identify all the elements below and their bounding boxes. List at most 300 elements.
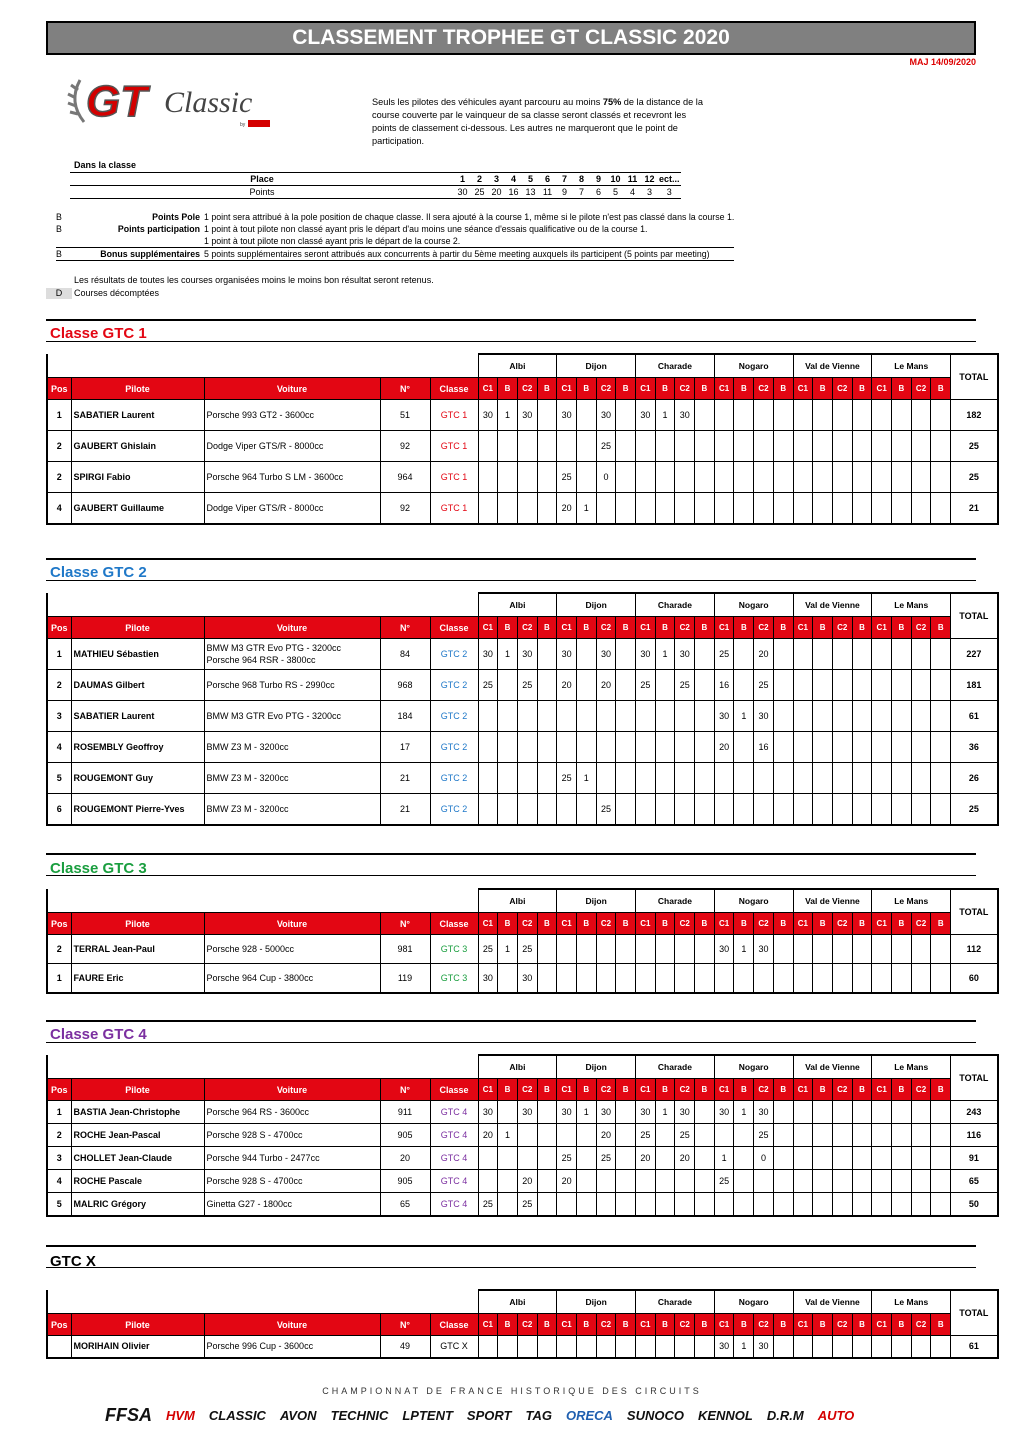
score-cell	[616, 1124, 636, 1147]
score-cell: 30	[596, 639, 616, 670]
section-title: Classe GTC 4	[50, 1026, 147, 1043]
score-cell	[675, 1170, 695, 1193]
score-cell: 30	[478, 400, 498, 431]
rule-label: Points participation	[117, 224, 200, 234]
total-header: TOTAL	[951, 1290, 998, 1336]
table-row	[47, 493, 998, 524]
race-subheader: C2	[596, 1079, 616, 1101]
number-cell: 968	[380, 670, 430, 701]
place-cell: 8	[578, 174, 584, 184]
race-subheader: B	[576, 1314, 596, 1336]
score-cell	[813, 493, 833, 524]
race-subheader: B	[695, 617, 715, 639]
driver-cell: GAUBERT Guillaume	[71, 493, 204, 524]
score-cell	[813, 964, 833, 993]
race-subheader: C2	[517, 913, 537, 935]
score-cell	[734, 639, 754, 670]
score-cell	[517, 701, 537, 732]
page-title: CLASSEMENT TROPHEE GT CLASSIC 2020	[46, 21, 976, 55]
score-cell	[557, 794, 577, 825]
driver-cell: ROCHE Jean-Pascal	[71, 1124, 204, 1147]
table-row	[47, 431, 998, 462]
race-subheader: B	[892, 1079, 912, 1101]
score-cell	[892, 732, 912, 763]
score-cell	[813, 431, 833, 462]
race-subheader: C2	[754, 1314, 774, 1336]
pilote-header: Pilote	[71, 1079, 204, 1101]
score-cell	[636, 1193, 656, 1216]
score-cell	[616, 701, 636, 732]
car-cell	[204, 701, 380, 732]
score-cell	[478, 701, 498, 732]
race-subheader: B	[576, 617, 596, 639]
classe-header: Classe	[430, 617, 478, 639]
points-cell: 30	[457, 187, 468, 197]
class-cell: GTC 1	[430, 400, 478, 431]
class-cell: GTC X	[430, 1336, 478, 1358]
score-cell	[892, 493, 912, 524]
race-subheader: B	[892, 1314, 912, 1336]
score-cell	[813, 732, 833, 763]
score-cell	[773, 935, 793, 964]
score-cell	[852, 493, 872, 524]
intro-text: Seuls les pilotes des véhicules ayant parcouru au moins 75% de la distance de la course couverte par le vainqueur de sa classe seront classés et recevront les points de classement ci-dessous. Les autres ne marqueront que le point de participation.	[372, 97, 703, 146]
score-cell	[596, 732, 616, 763]
total-cell: 60	[951, 964, 998, 993]
classe-header: Classe	[430, 913, 478, 935]
score-cell	[675, 493, 695, 524]
score-cell	[537, 462, 557, 493]
race-subheader: C2	[754, 617, 774, 639]
table-row	[47, 732, 998, 763]
sponsor-logo: TAG	[525, 1407, 552, 1423]
number-cell: 119	[380, 964, 430, 993]
score-cell	[636, 964, 656, 993]
position-cell: 2	[47, 670, 71, 701]
score-cell: 30	[675, 639, 695, 670]
pos-header: Pos	[47, 1314, 71, 1336]
race-subheader: B	[616, 913, 636, 935]
score-cell	[517, 1124, 537, 1147]
rule-text: 1 point sera attribué à la pole position de chaque classe. Il sera ajouté à la course 1, même si le pilote n'est pas classé dans la course 1.	[204, 212, 735, 222]
venue-header: Nogaro	[714, 354, 793, 378]
car-cell	[204, 935, 380, 964]
score-cell	[911, 1124, 931, 1147]
score-cell	[498, 964, 518, 993]
total-header: TOTAL	[951, 354, 998, 400]
score-cell: 25	[754, 670, 774, 701]
class-cell: GTC 4	[430, 1193, 478, 1216]
race-subheader: C1	[636, 617, 656, 639]
score-cell: 1	[655, 400, 675, 431]
score-cell: 20	[675, 1147, 695, 1170]
race-subheader: C1	[714, 1079, 734, 1101]
score-cell	[931, 1124, 951, 1147]
score-cell	[813, 935, 833, 964]
score-cell	[754, 964, 774, 993]
race-subheader: C1	[872, 1314, 892, 1336]
car-name: Ginetta G27 - 1800cc	[206, 1198, 293, 1209]
score-cell	[892, 639, 912, 670]
venue-header: Charade	[636, 889, 715, 913]
score-cell	[675, 431, 695, 462]
race-subheader: B	[576, 913, 596, 935]
race-subheader: B	[537, 913, 557, 935]
score-cell	[911, 431, 931, 462]
score-cell	[655, 462, 675, 493]
points-table-heading: Dans la classe	[74, 160, 137, 170]
total-cell: 21	[951, 493, 998, 524]
car-cell	[204, 964, 380, 993]
score-cell	[498, 1101, 518, 1124]
score-cell	[754, 493, 774, 524]
venue-header: Dijon	[557, 1290, 636, 1314]
score-cell: 25	[478, 670, 498, 701]
total-header: TOTAL	[951, 889, 998, 935]
race-subheader: B	[695, 378, 715, 400]
score-cell	[852, 1193, 872, 1216]
score-cell: 30	[636, 639, 656, 670]
driver-cell: ROSEMBLY Geoffroy	[71, 732, 204, 763]
car-cell	[204, 1170, 380, 1193]
total-cell: 116	[951, 1124, 998, 1147]
score-cell: 25	[675, 1124, 695, 1147]
race-subheader: C2	[832, 1079, 852, 1101]
section-divider	[46, 319, 976, 321]
race-subheader: B	[734, 378, 754, 400]
position-cell: 4	[47, 493, 71, 524]
class-cell: GTC 4	[430, 1170, 478, 1193]
race-subheader: B	[537, 378, 557, 400]
score-cell	[793, 732, 813, 763]
driver-cell: ROUGEMONT Pierre-Yves	[71, 794, 204, 825]
score-cell	[931, 964, 951, 993]
results-table	[46, 592, 999, 826]
score-cell	[478, 1147, 498, 1170]
race-subheader: B	[931, 617, 951, 639]
section-title: Classe GTC 3	[50, 860, 147, 877]
score-cell	[734, 732, 754, 763]
score-cell	[813, 1336, 833, 1358]
race-subheader: C1	[793, 1079, 813, 1101]
score-cell: 30	[754, 701, 774, 732]
score-cell	[793, 964, 813, 993]
rules-block	[56, 211, 734, 261]
total-cell: 50	[951, 1193, 998, 1216]
score-cell	[714, 493, 734, 524]
score-cell	[754, 400, 774, 431]
driver-cell: SABATIER Laurent	[71, 701, 204, 732]
score-cell	[714, 1124, 734, 1147]
race-subheader: C2	[517, 1079, 537, 1101]
score-cell	[576, 794, 596, 825]
race-subheader: B	[813, 378, 833, 400]
race-subheader: C1	[478, 1079, 498, 1101]
venue-header: Albi	[478, 1055, 557, 1079]
score-cell: 25	[596, 1147, 616, 1170]
race-subheader: B	[813, 617, 833, 639]
points-cell: 16	[508, 187, 519, 197]
score-cell	[754, 431, 774, 462]
sponsor-logo: SPORT	[466, 1407, 512, 1423]
race-subheader: B	[498, 378, 518, 400]
score-cell: 30	[517, 639, 537, 670]
score-cell: 25	[636, 670, 656, 701]
score-cell	[655, 1124, 675, 1147]
score-cell	[734, 670, 754, 701]
score-cell	[931, 400, 951, 431]
score-cell: 1	[498, 1124, 518, 1147]
score-cell	[596, 1170, 616, 1193]
score-cell	[576, 701, 596, 732]
score-cell	[832, 763, 852, 794]
score-cell	[793, 1124, 813, 1147]
score-cell	[832, 794, 852, 825]
driver-cell: FAURE Eric	[71, 964, 204, 993]
points-cell: 4	[629, 187, 635, 197]
score-cell	[498, 462, 518, 493]
car-name: Porsche 964 RSR - 3800cc	[206, 655, 316, 665]
venue-header: Le Mans	[872, 1290, 951, 1314]
score-cell	[655, 701, 675, 732]
rule-label	[76, 235, 204, 247]
score-cell	[832, 1124, 852, 1147]
score-cell	[832, 670, 852, 701]
score-cell	[557, 1124, 577, 1147]
score-cell	[773, 1170, 793, 1193]
score-cell	[773, 670, 793, 701]
score-cell	[537, 732, 557, 763]
section-divider	[46, 1020, 976, 1022]
score-cell	[832, 431, 852, 462]
score-cell	[872, 1147, 892, 1170]
sponsor-logo: FFSA	[105, 1404, 152, 1425]
class-cell: GTC 2	[430, 794, 478, 825]
race-subheader: B	[616, 1314, 636, 1336]
score-cell	[773, 1101, 793, 1124]
score-cell	[596, 935, 616, 964]
car-name: BMW Z3 M - 3200cc	[206, 742, 289, 752]
total-cell: 227	[951, 639, 998, 670]
score-cell	[892, 794, 912, 825]
score-cell	[813, 462, 833, 493]
score-cell	[793, 935, 813, 964]
score-cell	[852, 400, 872, 431]
score-cell	[911, 1193, 931, 1216]
venue-header: Dijon	[557, 354, 636, 378]
score-cell	[478, 1170, 498, 1193]
score-cell	[892, 670, 912, 701]
number-cell: 911	[380, 1101, 430, 1124]
car-cell	[204, 1101, 380, 1124]
score-cell: 25	[596, 794, 616, 825]
score-cell	[773, 964, 793, 993]
race-subheader: C2	[832, 1314, 852, 1336]
score-cell	[655, 670, 675, 701]
race-subheader: B	[813, 1079, 833, 1101]
race-subheader: C1	[636, 1314, 656, 1336]
table-row	[47, 1170, 998, 1193]
race-subheader: B	[498, 617, 518, 639]
class-cell: GTC 2	[430, 639, 478, 670]
score-cell	[537, 639, 557, 670]
race-subheader: B	[852, 1314, 872, 1336]
score-cell	[616, 935, 636, 964]
table-row	[47, 794, 998, 825]
sponsor-logo: KENNOL	[697, 1407, 753, 1423]
section-divider	[46, 1267, 976, 1268]
car-cell	[204, 1124, 380, 1147]
class-cell: GTC 2	[430, 701, 478, 732]
points-cell: 25	[474, 187, 485, 197]
venue-header: Charade	[636, 593, 715, 617]
score-cell: 30	[636, 400, 656, 431]
score-cell	[695, 763, 715, 794]
score-cell	[655, 732, 675, 763]
class-cell: GTC 2	[430, 670, 478, 701]
race-subheader: C1	[793, 1314, 813, 1336]
race-subheader: B	[852, 378, 872, 400]
score-cell	[892, 400, 912, 431]
score-cell	[872, 400, 892, 431]
race-subheader: B	[537, 1314, 557, 1336]
results-table	[46, 1054, 999, 1217]
score-cell: 25	[557, 763, 577, 794]
score-cell	[695, 1193, 715, 1216]
number-cell: 92	[380, 493, 430, 524]
car-cell	[204, 639, 380, 670]
score-cell	[832, 493, 852, 524]
score-cell	[675, 732, 695, 763]
gt-classic-logo	[66, 72, 276, 134]
score-cell	[872, 763, 892, 794]
score-cell	[478, 794, 498, 825]
score-cell: 1	[734, 1101, 754, 1124]
score-cell	[931, 732, 951, 763]
score-cell	[852, 1101, 872, 1124]
score-cell: 30	[754, 1336, 774, 1358]
score-cell	[616, 1101, 636, 1124]
car-name: Porsche 964 Cup - 3800cc	[206, 972, 314, 983]
race-subheader: C1	[793, 617, 813, 639]
table-row	[47, 701, 998, 732]
score-cell	[813, 639, 833, 670]
score-cell	[813, 1101, 833, 1124]
race-subheader: B	[931, 1314, 951, 1336]
score-cell	[892, 763, 912, 794]
table-row	[47, 1193, 998, 1216]
score-cell	[537, 794, 557, 825]
score-cell	[911, 763, 931, 794]
score-cell	[872, 964, 892, 993]
score-cell	[852, 935, 872, 964]
race-subheader: C1	[872, 913, 892, 935]
score-cell: 20	[714, 732, 734, 763]
position-cell: 1	[47, 964, 71, 993]
score-cell	[478, 462, 498, 493]
place-cell: 9	[595, 174, 601, 184]
class-cell: GTC 1	[430, 493, 478, 524]
rule-line	[56, 247, 734, 261]
score-cell	[695, 670, 715, 701]
score-cell	[931, 1336, 951, 1358]
score-cell	[911, 1147, 931, 1170]
car-cell	[204, 794, 380, 825]
score-cell	[557, 701, 577, 732]
score-cell: 20	[517, 1170, 537, 1193]
race-subheader: C1	[793, 913, 813, 935]
score-cell	[734, 1147, 754, 1170]
car-name: Porsche 968 Turbo RS - 2990cc	[206, 680, 335, 690]
score-cell: 30	[714, 1336, 734, 1358]
venue-header: Albi	[478, 354, 557, 378]
number-cell: 21	[380, 794, 430, 825]
score-cell	[517, 1147, 537, 1170]
rule-text: 1 point à tout pilote non classé ayant pris le départ d'au moins une séance d'essais qualificative ou de la course 1.	[204, 224, 648, 234]
score-cell	[576, 639, 596, 670]
number-header: N°	[380, 617, 430, 639]
score-cell	[537, 1147, 557, 1170]
venue-header: Nogaro	[714, 889, 793, 913]
score-cell	[517, 794, 537, 825]
score-cell	[773, 1336, 793, 1358]
sponsor-logo: CLASSIC	[208, 1407, 266, 1423]
race-subheader: C2	[754, 378, 774, 400]
race-subheader: B	[931, 378, 951, 400]
score-cell	[773, 639, 793, 670]
race-subheader: C2	[675, 617, 695, 639]
position-cell: 1	[47, 1101, 71, 1124]
score-cell	[793, 1336, 813, 1358]
race-subheader: C2	[517, 378, 537, 400]
score-cell	[695, 732, 715, 763]
race-subheader: B	[931, 1079, 951, 1101]
score-cell	[734, 1170, 754, 1193]
score-cell: 0	[596, 462, 616, 493]
section-divider	[46, 341, 976, 342]
race-subheader: B	[537, 617, 557, 639]
score-cell	[576, 964, 596, 993]
sponsor-logo: D.R.M	[766, 1407, 804, 1423]
venue-header: Nogaro	[714, 593, 793, 617]
pilote-header: Pilote	[71, 1314, 204, 1336]
score-cell	[695, 701, 715, 732]
table-row	[47, 670, 998, 701]
score-cell	[576, 462, 596, 493]
score-cell	[557, 732, 577, 763]
score-cell	[892, 462, 912, 493]
table-row	[47, 935, 998, 964]
score-cell	[892, 701, 912, 732]
score-cell	[793, 1147, 813, 1170]
table-row	[47, 400, 998, 431]
score-cell	[754, 462, 774, 493]
score-cell	[931, 794, 951, 825]
score-cell: 1	[734, 935, 754, 964]
venue-header: Val de Vienne	[793, 1290, 872, 1314]
race-subheader: B	[498, 1079, 518, 1101]
score-cell	[537, 400, 557, 431]
venue-header: Le Mans	[872, 889, 951, 913]
race-subheader: C1	[557, 1314, 577, 1336]
car-name: BMW M3 GTR Evo PTG - 3200cc	[206, 643, 342, 653]
score-cell	[498, 701, 518, 732]
score-cell	[636, 732, 656, 763]
score-cell	[793, 1170, 813, 1193]
rule-code: B	[56, 212, 62, 222]
race-subheader: B	[852, 617, 872, 639]
score-cell	[931, 493, 951, 524]
